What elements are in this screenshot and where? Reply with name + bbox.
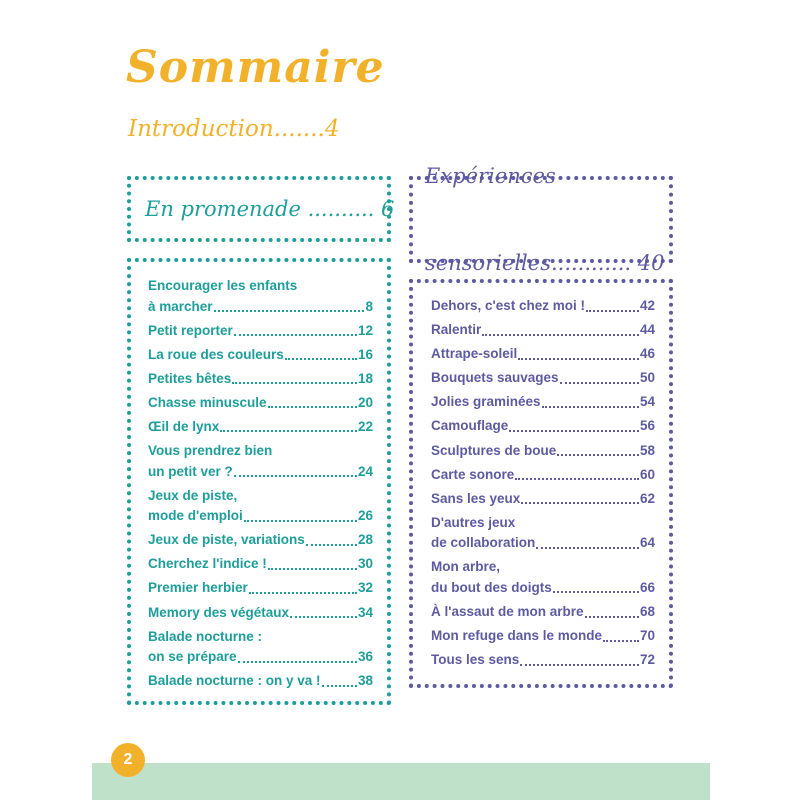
toc-entry xyxy=(148,417,373,438)
toc-entry xyxy=(431,650,655,671)
toc-entry-line xyxy=(148,554,373,575)
toc-list-sensorielles xyxy=(409,279,673,688)
dot-leader xyxy=(268,406,357,408)
toc-entry xyxy=(148,393,373,414)
page-number-badge: 2 xyxy=(111,743,145,777)
toc-entry xyxy=(431,344,655,365)
toc-entry-page: 68 xyxy=(639,604,655,620)
dot-leader xyxy=(249,592,357,594)
toc-entry-label-line: Balade nocturne : xyxy=(148,628,263,644)
dot-leader xyxy=(560,382,639,384)
toc-entry-page: 46 xyxy=(639,346,655,362)
toc-entry xyxy=(431,368,655,389)
toc-entry-line xyxy=(431,296,655,317)
toc-entry-label: du bout des doigts xyxy=(431,579,552,595)
toc-entry-page: 36 xyxy=(357,649,373,665)
toc-entry-label-line: Encourager les enfants xyxy=(148,278,298,293)
toc-entry-label: Sculptures de boue xyxy=(431,442,557,458)
toc-entry-page: 28 xyxy=(357,532,373,548)
toc-entry xyxy=(148,671,373,692)
toc-entry-label: Premier herbier xyxy=(148,580,248,596)
toc-entry-page: 32 xyxy=(357,580,373,596)
page-title: Sommaire xyxy=(126,42,385,93)
toc-entry-label-line: Mon arbre, xyxy=(431,559,501,575)
dot-leader xyxy=(244,520,357,522)
toc-entry-line xyxy=(148,578,373,599)
toc-entry-label: un petit ver ? xyxy=(148,463,233,479)
toc-entry xyxy=(148,486,373,527)
toc-entry-line xyxy=(431,602,655,623)
toc-entry-label: Carte sonore xyxy=(431,466,515,482)
toc-entry-page: 66 xyxy=(639,579,655,595)
toc-entry-line xyxy=(431,392,655,413)
toc-entry-line xyxy=(431,489,655,510)
toc-entry xyxy=(148,321,373,342)
toc-entry-page: 20 xyxy=(357,394,373,410)
toc-entry-line xyxy=(431,368,655,389)
toc-entry-label: Dehors, c'est chez moi ! xyxy=(431,298,586,313)
toc-entry-label: Camouflage xyxy=(431,418,509,434)
toc-entry-page: 18 xyxy=(357,370,373,386)
toc-entry-label: Sans les yeux xyxy=(431,490,521,506)
toc-entry xyxy=(431,465,655,486)
toc-entry xyxy=(148,578,373,599)
dot-leader xyxy=(518,358,639,360)
toc-entry-page: 26 xyxy=(357,508,373,524)
dot-leader xyxy=(509,430,639,432)
toc-entry xyxy=(148,345,373,366)
toc-entry-line xyxy=(148,393,373,414)
toc-entry-line xyxy=(148,671,373,692)
toc-entry-label: Attrape-soleil xyxy=(431,346,518,362)
dot-leader xyxy=(220,430,357,432)
toc-entry xyxy=(431,513,655,554)
toc-entry-page: 22 xyxy=(357,418,373,434)
toc-entry-page: 62 xyxy=(639,490,655,506)
toc-entry-line xyxy=(148,603,373,624)
toc-entry-page: 34 xyxy=(357,604,373,620)
dot-leader xyxy=(234,475,357,477)
toc-entry-label: Œil de lynx xyxy=(148,418,220,434)
toc-entry-line xyxy=(148,297,373,318)
toc-entry-label-line: Vous prendrez bien xyxy=(148,443,273,459)
toc-entry-page: 16 xyxy=(357,346,373,362)
toc-entry-label: Balade nocturne : on y va ! xyxy=(148,673,321,689)
toc-entry-label: Jeux de piste, variations xyxy=(148,532,305,548)
toc-entry-page: 12 xyxy=(357,322,373,338)
toc-entry-line xyxy=(148,462,373,483)
toc-entry-label: à marcher xyxy=(148,298,213,314)
toc-entry-label: Petites bêtes xyxy=(148,370,232,386)
toc-entry xyxy=(148,603,373,624)
toc-entry xyxy=(431,626,655,647)
toc-entries-left xyxy=(148,276,373,695)
dot-leader xyxy=(232,382,357,384)
dot-leader xyxy=(542,406,639,408)
toc-entry-page: 8 xyxy=(365,298,373,314)
toc-entry xyxy=(148,276,373,317)
toc-entry xyxy=(431,320,655,341)
introduction-entry: Introduction.......4 xyxy=(128,116,340,142)
toc-entry-line xyxy=(431,416,655,437)
toc-entry xyxy=(431,602,655,623)
section-heading-promenade: En promenade .......... 6 xyxy=(145,197,395,221)
toc-entry-label: Chasse minuscule xyxy=(148,394,267,410)
toc-entry-line xyxy=(431,344,655,365)
dot-leader xyxy=(515,478,639,480)
toc-entry-line xyxy=(148,321,373,342)
toc-entry-label: Bouquets sauvages xyxy=(431,370,559,386)
dot-leader xyxy=(521,502,639,504)
toc-entry-page: 58 xyxy=(639,442,655,458)
toc-entry-line xyxy=(431,320,655,341)
toc-entry-line xyxy=(431,533,655,554)
toc-list-promenade xyxy=(127,258,391,705)
toc-entry xyxy=(148,554,373,575)
toc-entry-label: Memory des végétaux xyxy=(148,604,290,620)
toc-entry-line xyxy=(431,626,655,647)
toc-entry-label: de collaboration xyxy=(431,535,536,551)
section-heading-box-sensorielles xyxy=(409,163,673,275)
toc-entry xyxy=(431,416,655,437)
dot-leader xyxy=(306,544,357,546)
toc-entry-label: Tous les sens xyxy=(431,652,520,668)
toc-entry xyxy=(148,441,373,482)
toc-entry xyxy=(148,627,373,668)
toc-entry-label: À l'assaut de mon arbre xyxy=(431,604,584,620)
toc-entry-line xyxy=(148,369,373,390)
toc-entry-label-line: Jeux de piste, xyxy=(148,487,238,503)
toc-entry-label: Ralentir xyxy=(431,322,482,338)
dot-leader xyxy=(482,334,639,336)
dot-leader xyxy=(322,685,357,687)
toc-entry-page: 56 xyxy=(639,418,655,434)
toc-entries-right xyxy=(431,296,655,674)
dot-leader xyxy=(586,310,639,312)
dot-leader xyxy=(234,334,357,336)
toc-entry xyxy=(148,530,373,551)
toc-entry xyxy=(431,557,655,598)
dot-leader xyxy=(585,616,639,618)
toc-entry-page: 38 xyxy=(357,673,373,689)
toc-entry-page: 24 xyxy=(357,463,373,479)
toc-entry-page: 44 xyxy=(639,322,655,338)
dot-leader xyxy=(536,547,639,549)
toc-entry-label: Mon refuge dans le monde xyxy=(431,628,603,644)
toc-entry-page: 60 xyxy=(639,466,655,482)
toc-entry-line xyxy=(431,465,655,486)
toc-entry-line xyxy=(148,647,373,668)
toc-entry xyxy=(431,441,655,462)
dot-leader xyxy=(268,568,357,570)
dot-leader xyxy=(214,310,365,312)
dot-leader xyxy=(238,661,357,663)
dot-leader xyxy=(520,664,639,666)
toc-entry-line xyxy=(148,417,373,438)
toc-entry-label: on se prépare xyxy=(148,649,237,665)
dot-leader xyxy=(603,640,639,642)
toc-entry-page: 64 xyxy=(639,535,655,551)
toc-entry-page: 42 xyxy=(639,298,655,313)
toc-entry-line xyxy=(148,506,373,527)
toc-entry-label-line: D'autres jeux xyxy=(431,514,516,530)
dot-leader xyxy=(557,454,639,456)
toc-entry-label: La roue des couleurs xyxy=(148,346,284,362)
dot-leader xyxy=(290,616,357,618)
footer-band xyxy=(92,763,710,800)
toc-entry xyxy=(431,489,655,510)
section-heading-box-promenade xyxy=(127,176,395,242)
toc-entry-line xyxy=(148,530,373,551)
section-heading-line-2: sensorielles............ 40 xyxy=(425,250,665,275)
toc-entry-line xyxy=(148,345,373,366)
toc-entry-line xyxy=(431,578,655,599)
toc-entry-label: Petit reporter xyxy=(148,322,233,338)
toc-entry-page: 50 xyxy=(639,370,655,386)
toc-entry xyxy=(148,369,373,390)
toc-entry-page: 70 xyxy=(639,628,655,644)
toc-entry-label: Jolies graminées xyxy=(431,394,541,410)
toc-entry-label: mode d'emploi xyxy=(148,508,243,524)
dot-leader xyxy=(285,358,357,360)
toc-entry xyxy=(431,392,655,413)
toc-entry-page: 30 xyxy=(357,556,373,572)
toc-entry-page: 72 xyxy=(639,652,655,668)
toc-entry-line xyxy=(431,441,655,462)
toc-entry-line xyxy=(431,650,655,671)
toc-entry-page: 54 xyxy=(639,394,655,410)
dot-leader xyxy=(553,591,639,593)
section-heading-line-1: Expériences xyxy=(425,163,556,188)
toc-entry xyxy=(431,296,655,317)
toc-entry-label: Cherchez l'indice ! xyxy=(148,556,267,572)
